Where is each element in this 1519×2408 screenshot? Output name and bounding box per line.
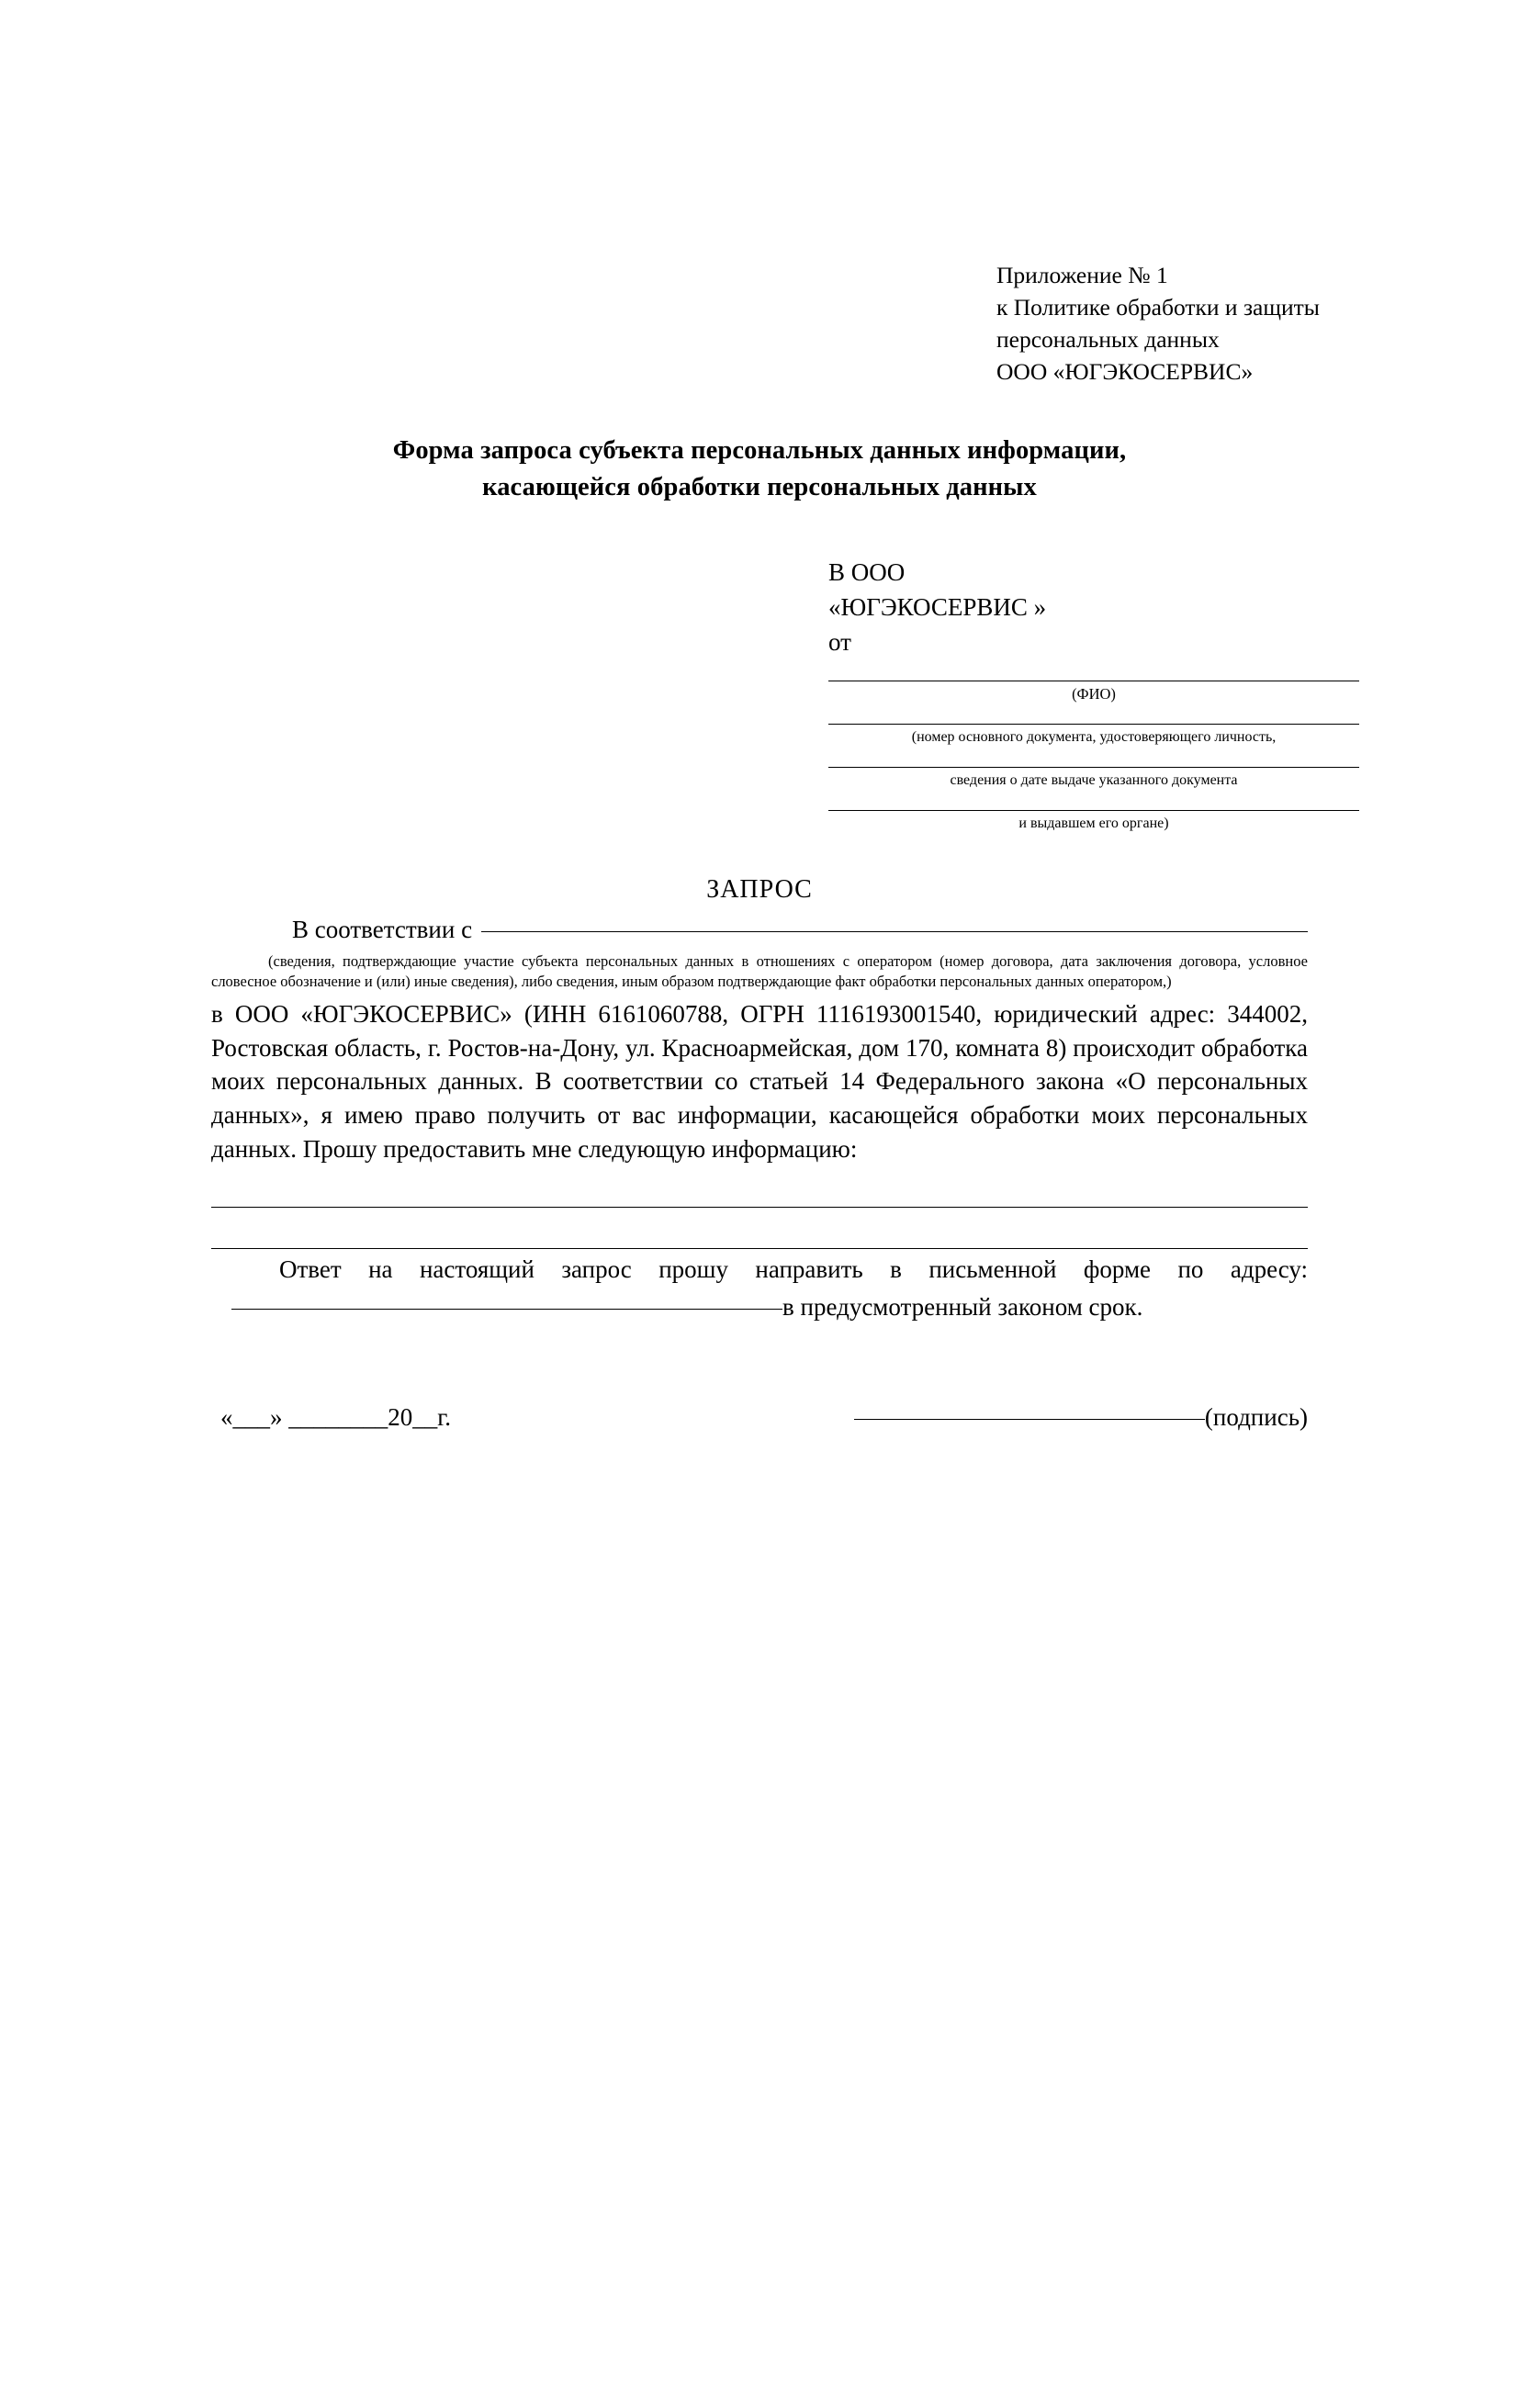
info-request-line-1[interactable] [211, 1207, 1308, 1208]
in-accordance-label: В соответствии с [292, 916, 473, 944]
in-accordance-note-text: (сведения, подтверждающие участие субъекта персональных данных в отношениях с оператором (номер договора, дата заключения договора, условное словесное обозначение и (или) иные сведения), либо сведения, иным образом подтверждающие факт обработки персональных данных оператором,) [211, 952, 1308, 991]
date-field[interactable]: «___» ________20__г. [220, 1403, 452, 1432]
addressee-from-label: от [828, 628, 851, 657]
request-heading: ЗАПРОС [706, 875, 813, 905]
document-issuer-caption: и выдавшем его органе) [1018, 816, 1169, 832]
appendix-line-4: ООО «ЮГЭКОСЕРВИС» [996, 357, 1254, 385]
applicant-fields [828, 681, 1359, 834]
appendix-line-2: к Политике обработки и защиты [996, 293, 1320, 321]
document-date-input-line[interactable] [828, 767, 1359, 768]
document-number-caption: (номер основного документа, удостоверяющего личность, [911, 729, 1277, 746]
appendix-line-3: персональных данных [996, 325, 1220, 353]
in-accordance-input-line[interactable] [481, 931, 1308, 932]
page-title-line-1: Форма запроса субъекта персональных данных информации, [392, 435, 1127, 465]
appendix-line-1: Приложение № 1 [996, 262, 1168, 288]
page-title-line-2: касающейся обработки персональных данных [482, 473, 1037, 502]
document-date-caption: сведения о дате выдаче указанного документа [950, 772, 1238, 789]
document-number-input-line[interactable] [828, 724, 1359, 725]
in-accordance-note [211, 951, 1308, 992]
fio-caption: (ФИО) [1072, 684, 1116, 703]
request-body [211, 914, 1308, 1435]
signature-input-line[interactable] [854, 1419, 1205, 1420]
answer-paragraph-text: Ответ на настоящий запрос прошу направить в письменной форме по адресу: [279, 1255, 1308, 1283]
answer-address-row [211, 1291, 1308, 1324]
answer-paragraph [211, 1253, 1308, 1287]
addressee-org-line-1: В ООО [828, 557, 906, 586]
addressee-block [828, 555, 1308, 660]
appendix-header [996, 260, 1320, 388]
info-request-line-2[interactable] [211, 1248, 1308, 1249]
addressee-org-line-2: «ЮГЭКОСЕРВИС » [828, 592, 1047, 621]
answer-term-text: в предусмотренный законом срок. [782, 1293, 1143, 1322]
document-issuer-input-line[interactable] [828, 810, 1359, 811]
document-page [0, 260, 1519, 2408]
signature-row [211, 1401, 1308, 1435]
signature-label: (подпись) [1204, 1403, 1308, 1432]
main-paragraph: в ООО «ЮГЭКОСЕРВИС» (ИНН 6161060788, ОГРН 1116193001540, юридический адрес: 344002, Ростовская область, г. Ростов-на-Дону, ул. Красноармейская, дом 170, комната 8) происходит обработка моих персональных данных. В соответствии со статьей 14 Федерального закона «О персональных данных», я имею право получить от вас информации, касающейся обработки моих персональных данных. Прошу предоставить мне следующую информацию: [211, 1000, 1308, 1163]
in-accordance-row [211, 914, 1308, 947]
answer-address-input-line[interactable] [231, 1309, 782, 1310]
page-title [211, 433, 1308, 507]
